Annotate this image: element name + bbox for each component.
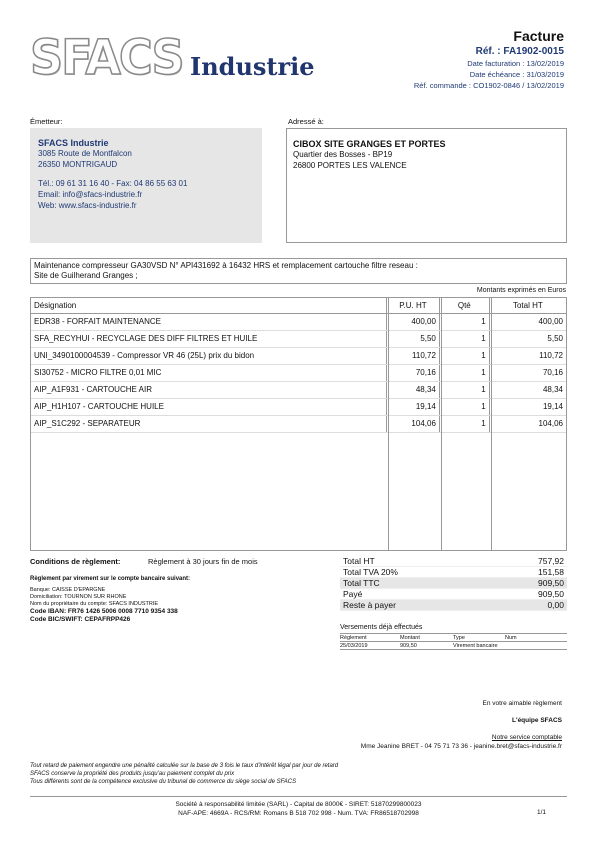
item-unit-price: 48,34 (387, 381, 440, 398)
account-owner: Nom du propriétaire du compte: SFACS INDUSTRIE (30, 601, 159, 607)
payments-header-cell: Type (453, 634, 505, 642)
sender-address1: 3085 Route de Montfalcon (38, 149, 132, 158)
payments-header-cell: Num (505, 634, 567, 642)
conditions-label: Conditions de règlement: (30, 557, 121, 566)
footer-line2: NAF-APE: 4669A - RCS/RM: Romans B 518 702 998 - Num. TVA: FR86518702998 (178, 810, 419, 817)
header-designation: Désignation (31, 298, 387, 313)
item-total: 48,34 (489, 381, 566, 398)
totals-value: 757,92 (538, 556, 564, 566)
item-designation: AIP_H1H107 - CARTOUCHE HUILE (31, 398, 387, 415)
sender-email: Email: info@sfacs-industrie.fr (38, 190, 143, 199)
payments-header-cell: Règlement (340, 634, 400, 642)
legal-line: Tout retard de paiement engendre une pénalité calculée sur la base de 3 fois le taux d'intérêt légal par jour de retard (30, 763, 339, 769)
transfer-label: Règlement par virement sur le compte bancaire suivant: (30, 576, 191, 582)
totals-row (340, 578, 567, 589)
totals-value: 909,50 (538, 589, 564, 599)
item-qty: 1 (439, 381, 489, 398)
sender-name: SFACS Industrie (38, 138, 109, 148)
sender-phone: Tél.: 09 61 31 16 40 - Fax: 04 86 55 63 01 (38, 179, 188, 188)
payment-amount: 909,50 (400, 642, 453, 650)
item-qty: 1 (439, 330, 489, 347)
currency-note: Montants exprimés en Euros (476, 287, 566, 294)
item-qty: 1 (439, 364, 489, 381)
object-line2: Site de Guilherand Granges ; (34, 271, 138, 280)
item-row (31, 381, 566, 398)
page-footer (30, 796, 567, 818)
totals-row (340, 600, 567, 611)
conditions-value: Règlement à 30 jours fin de mois (148, 557, 258, 566)
payment-num (505, 642, 567, 650)
payments-header-cell: Montant (400, 634, 453, 642)
item-unit-price: 5,50 (387, 330, 440, 347)
closing-team: L'équipe SFACS (512, 717, 562, 724)
invoice-reference: Réf. : FA1902-0015 (475, 46, 564, 57)
item-total: 104,06 (489, 415, 566, 432)
item-unit-price: 104,06 (387, 415, 440, 432)
recipient-address1: Quartier des Bosses - BP19 (293, 150, 393, 159)
item-row (31, 347, 566, 364)
totals-label: Total TTC (343, 578, 380, 588)
totals-label: Total HT (343, 556, 375, 566)
due-date: Date échéance : 31/03/2019 (469, 70, 564, 79)
totals-row (340, 556, 567, 567)
item-designation: AIP_S1C292 - SEPARATEUR (31, 415, 387, 432)
totals-row (340, 589, 567, 600)
item-row (31, 415, 566, 432)
item-unit-price: 110,72 (387, 347, 440, 364)
page-number: 1/1 (536, 809, 546, 816)
logo-brand: SFACS (30, 28, 183, 86)
item-designation: UNI_3490100004539 - Compressor VR 46 (25L) prix du bidon (31, 347, 387, 364)
item-qty: 1 (439, 347, 489, 364)
item-total: 5,50 (489, 330, 566, 347)
totals-label: Payé (343, 589, 363, 599)
header-qty: Qté (439, 298, 489, 313)
item-row (31, 398, 566, 415)
invoice-date: Date facturation : 13/02/2019 (467, 59, 564, 68)
item-row (31, 313, 566, 330)
payment-conditions (30, 557, 330, 624)
items-table (30, 297, 567, 551)
item-total: 70,16 (489, 364, 566, 381)
item-qty: 1 (439, 398, 489, 415)
recipient-box (286, 128, 567, 243)
totals-block (340, 556, 567, 611)
payments-block (340, 624, 567, 650)
order-reference: Réf. commande : CO1902-0846 / 13/02/2019 (413, 81, 564, 90)
totals-label: Reste à payer (343, 600, 396, 610)
item-unit-price: 19,14 (387, 398, 440, 415)
legal-notice (30, 762, 430, 786)
payments-header-row (340, 634, 567, 642)
document-type: Facture (513, 28, 564, 44)
column-divider (388, 298, 389, 550)
payments-row (340, 642, 567, 650)
object-line1: Maintenance compresseur GA30VSD N° API431692 à 16432 HRS et remplacement cartouche filtre reseau : (34, 261, 418, 270)
header-total: Total HT (489, 298, 566, 313)
item-designation: SI30752 - MICRO FILTRE 0,01 MIC (31, 364, 387, 381)
item-qty: 1 (439, 313, 489, 330)
item-total: 110,72 (489, 347, 566, 364)
sender-web: Web: www.sfacs-industrie.fr (38, 201, 137, 210)
bank-domiciliation: Domiciliation: TOURNON SUR RHONE (30, 594, 127, 600)
company-logo (30, 28, 315, 86)
item-total: 19,14 (489, 398, 566, 415)
item-unit-price: 70,16 (387, 364, 440, 381)
logo-suffix: Industrie (190, 52, 315, 81)
totals-value: 0,00 (547, 600, 564, 610)
accounting-service: Notre service comptable (491, 734, 562, 741)
item-row (31, 364, 566, 381)
recipient-address2: 26800 PORTES LES VALENCE (293, 161, 407, 170)
legal-line: Tous différents sont de la compétence exclusive du tribunal de commerce du siège social de SFACS (30, 779, 297, 785)
bank-name: Banque: CAISSE D'EPARGNE (30, 587, 106, 593)
item-designation: EDR38 - FORFAIT MAINTENANCE (31, 313, 387, 330)
invoice-header (414, 28, 564, 90)
iban-code: Code IBAN: FR76 1426 5006 0008 7710 9354 338 (30, 608, 178, 615)
sender-label: Émetteur: (30, 117, 63, 126)
payments-title: Versements déjà effectués (340, 624, 423, 631)
footer-line1: Société à responsabilité limitée (SARL) - Capital de 8000€ - SIRET: 51870299800023 (175, 801, 422, 808)
sender-box (30, 128, 262, 243)
closing-greeting: En votre aimable règlement (482, 700, 562, 707)
payment-type: Virement bancaire (453, 642, 505, 650)
column-divider (441, 298, 442, 550)
item-total: 400,00 (489, 313, 566, 330)
totals-value: 909,50 (538, 578, 564, 588)
sender-address2: 26350 MONTRIGAUD (38, 160, 118, 169)
closing-block (361, 700, 562, 750)
item-qty: 1 (439, 415, 489, 432)
accounting-contact: Mme Jeanine BRET - 04 75 71 73 36 - jeanine.bret@sfacs-industrie.fr (360, 743, 562, 750)
invoice-object (30, 258, 567, 284)
totals-row (340, 567, 567, 578)
recipient-label: Adressé à: (288, 117, 324, 126)
legal-line: SFACS conserve la propriété des produits jusqu'au paiement complet du prix (30, 771, 235, 777)
bic-code: Code BIC/SWIFT: CEPAFRPP426 (30, 616, 131, 623)
items-header-row (31, 298, 566, 313)
item-row (31, 330, 566, 347)
item-designation: SFA_RECYHUI - RECYCLAGE DES DIFF FILTRES ET HUILE (31, 330, 387, 347)
recipient-name: CIBOX SITE GRANGES ET PORTES (293, 139, 446, 149)
totals-value: 151,58 (538, 567, 564, 577)
column-divider (491, 298, 492, 550)
totals-label: Total TVA 20% (343, 567, 398, 577)
payment-date: 25/03/2019 (340, 642, 400, 650)
item-unit-price: 400,00 (387, 313, 440, 330)
header-unit-price: P.U. HT (387, 298, 440, 313)
item-designation: AIP_A1F931 - CARTOUCHE AIR (31, 381, 387, 398)
